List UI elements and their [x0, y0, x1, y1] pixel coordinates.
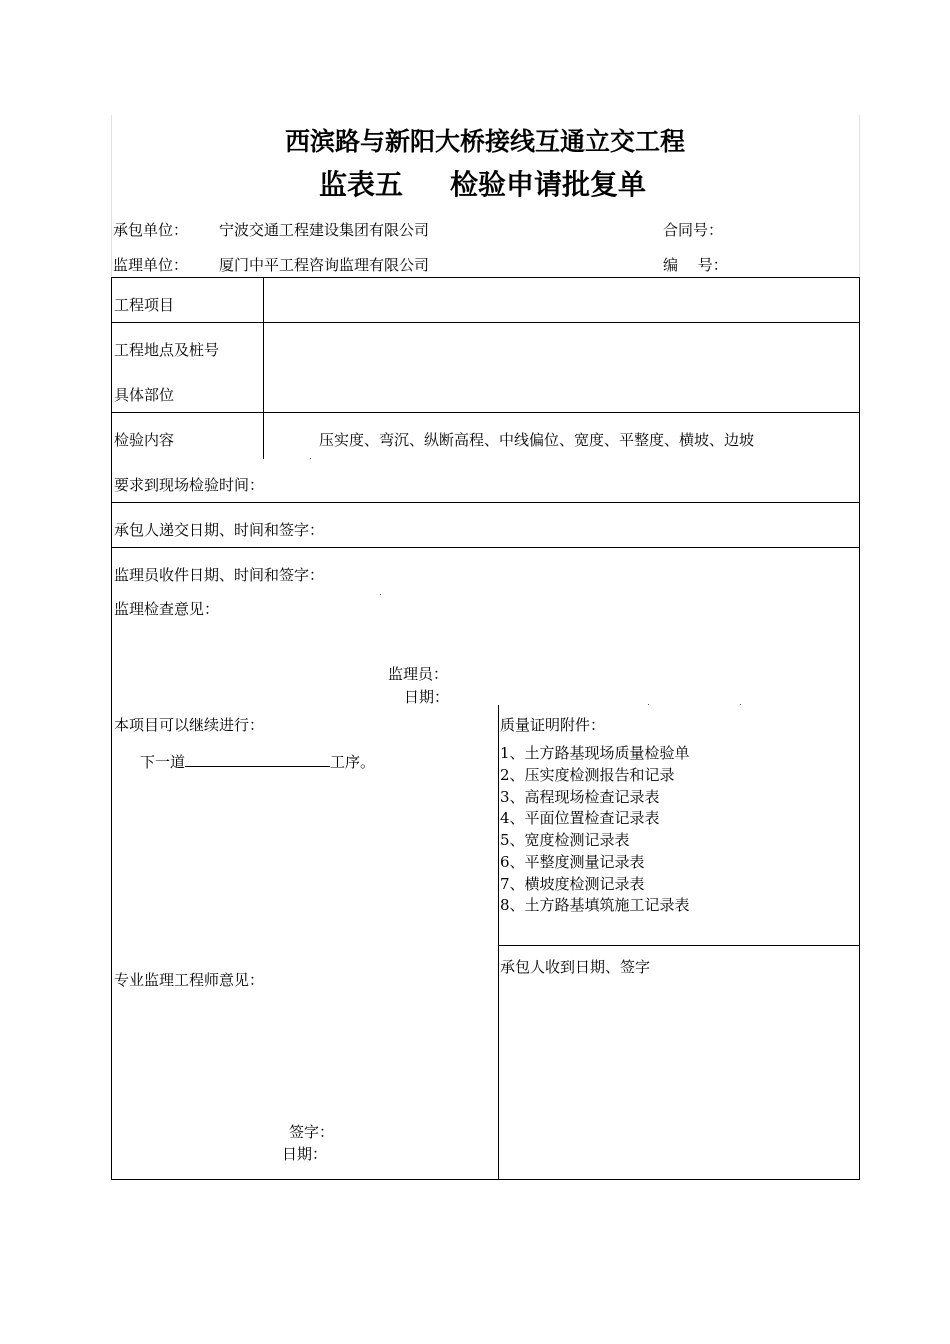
- row-divider: [111, 547, 860, 548]
- required-time-label: 要求到现场检验时间：: [114, 476, 265, 494]
- serial-no-label: 编 号：: [663, 256, 728, 274]
- bottom-column-divider: [498, 705, 499, 1180]
- supervisor-sign-label: 监理员：: [388, 665, 449, 683]
- stray-mark: [310, 458, 311, 459]
- table-bottom-border: [111, 1179, 860, 1180]
- next-step-line: [140, 751, 375, 772]
- table-top-border: [111, 277, 860, 278]
- supervisor-receive-label: 监理员收件日期、时间和签字：: [114, 566, 325, 584]
- attachment-item: 7、横坡度检测记录表: [500, 875, 645, 893]
- contractor-value: 宁波交通工程建设集团有限公司: [219, 221, 430, 239]
- project-title: 西滨路与新阳大桥接线互通立交工程: [284, 127, 685, 156]
- location-label: 工程地点及桩号: [114, 341, 220, 359]
- row-divider: [111, 502, 860, 503]
- attachment-item: 2、压实度检测报告和记录: [500, 766, 675, 784]
- table-left-border: [111, 277, 112, 1180]
- engineer-opinion-label: 专业监理工程师意见：: [114, 971, 265, 989]
- inspection-content-value: 压实度、弯沉、纵断高程、中线偏位、宽度、平整度、横坡、边坡: [319, 431, 755, 449]
- attachment-item: 3、高程现场检查记录表: [500, 788, 660, 806]
- attachment-item: 4、平面位置检查记录表: [500, 809, 660, 827]
- attachment-item: 1、土方路基现场质量检验单: [500, 744, 690, 762]
- supervisor-unit-label: 监理单位：: [113, 256, 189, 274]
- stray-mark: [648, 704, 649, 705]
- next-step-suffix: 工序。: [330, 753, 376, 771]
- project-item-label: 工程项目: [114, 296, 175, 314]
- supervisor-opinion-label: 监理检查意见：: [114, 600, 220, 618]
- row-divider: [111, 322, 860, 323]
- attachments-label: 质量证明附件：: [500, 716, 606, 734]
- engineer-date-label: 日期：: [282, 1145, 328, 1163]
- next-step-blank: [185, 754, 330, 767]
- contractor-submit-label: 承包人递交日期、时间和签字：: [114, 521, 325, 539]
- engineer-sign-label: 签字：: [289, 1123, 335, 1141]
- part-label: 具体部位: [114, 386, 175, 404]
- inspection-content-label: 检验内容: [114, 431, 175, 449]
- attachments-divider: [498, 945, 860, 946]
- table-right-border: [859, 277, 860, 1180]
- stray-mark: [380, 594, 381, 595]
- attachment-item: 8、土方路基填筑施工记录表: [500, 896, 690, 914]
- attachment-item: 6、平整度测量记录表: [500, 853, 645, 871]
- contractor-label: 承包单位：: [113, 221, 189, 239]
- form-code: 监表五: [319, 168, 404, 201]
- form-title: 检验申请批复单: [450, 168, 647, 201]
- supervisor-date-label: 日期：: [404, 688, 450, 706]
- attachment-item: 5、宽度检测记录表: [500, 831, 630, 849]
- label-column-divider: [263, 277, 264, 459]
- contractor-receipt-label: 承包人收到日期、签字: [500, 958, 651, 976]
- row-divider: [111, 412, 860, 413]
- supervisor-unit-value: 厦门中平工程咨询监理有限公司: [219, 256, 430, 274]
- contract-no-label: 合同号：: [663, 221, 724, 239]
- stray-mark: [740, 704, 741, 705]
- next-step-prefix: 下一道: [140, 753, 186, 771]
- continue-label: 本项目可以继续进行：: [114, 716, 265, 734]
